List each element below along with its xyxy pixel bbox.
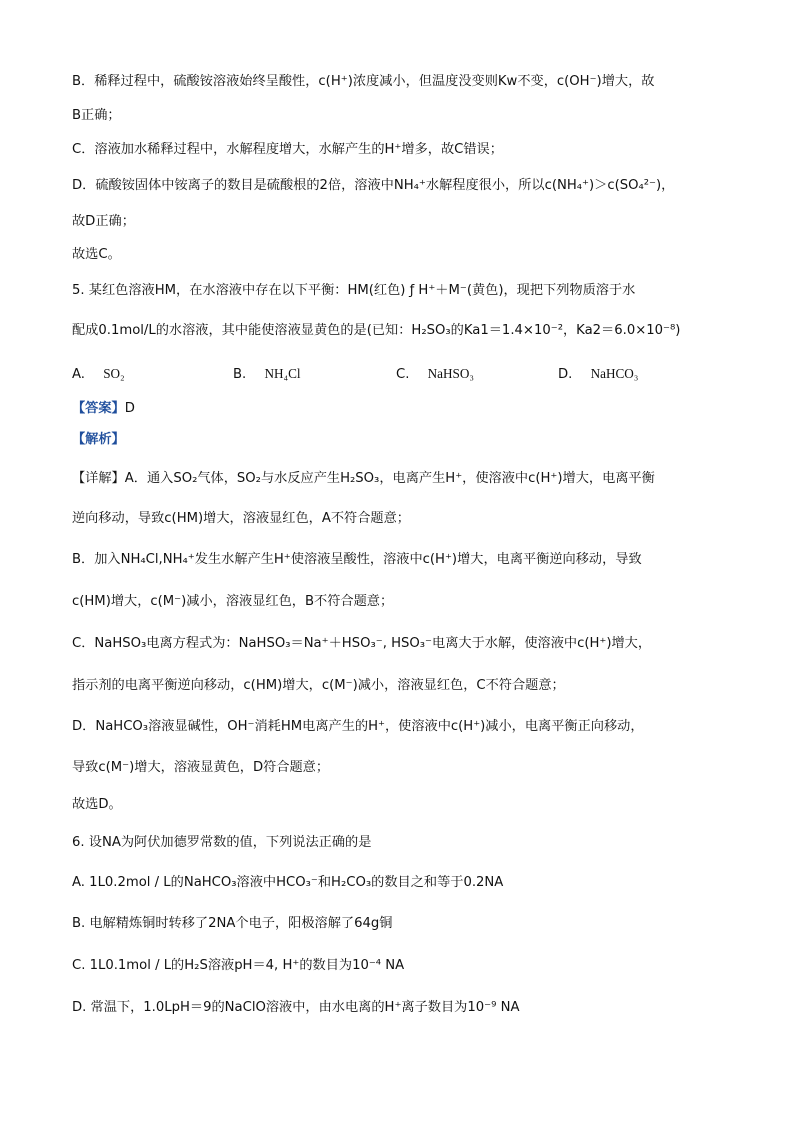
q6-option-a: A. 1L0.2mol / L的NaHCO₃溶液中HCO₃⁻和H₂CO₃的数目之和等于0.2NA (72, 875, 504, 890)
option-label: C. (396, 367, 410, 382)
option-label: D. (558, 367, 573, 382)
detail-line: 故选D。 (72, 797, 122, 812)
question-5-stem-cont: 配成0.1mol/L的水溶液，其中能使溶液显黄色的是(已知：H₂SO₃的Ka1＝1.4×10⁻²，Ka2＝6.0×10⁻⁸) (72, 323, 681, 338)
text-line: C．溶液加水稀释过程中，水解程度增大，水解产生的H⁺增多，故C错误； (72, 142, 503, 157)
option-label: A. (72, 367, 85, 382)
option-text: NH₄Cl (264, 366, 301, 381)
text-line: B正确； (72, 108, 121, 123)
text-line: 故D正确； (72, 214, 135, 229)
option-label: B. (233, 367, 247, 382)
option-text: NaHCO₃ (590, 366, 639, 381)
q6-option-d: D. 常温下，1.0LpH＝9的NaClO溶液中，由水电离的H⁺离子数目为10⁻⁹ NA (72, 1000, 520, 1015)
option-text: SO₂ (103, 366, 125, 381)
q5-option-d (558, 364, 638, 385)
detail-line: B．加入NH₄Cl,NH₄⁺发生水解产生H⁺使溶液呈酸性，溶液中c(H⁺)增大，电离平衡逆向移动，导致 (72, 552, 642, 567)
text-line: D．硫酸铵固体中铵离子的数目是硫酸根的2倍，溶液中NH₄⁺水解程度很小，所以c(NH₄⁺)＞c(SO₄²⁻)， (72, 178, 675, 193)
answer-line (72, 399, 722, 419)
option-text: NaHSO₃ (427, 366, 474, 381)
detail-line: C．NaHSO₃电离方程式为：NaHSO₃＝Na⁺＋HSO₃⁻, HSO₃⁻电离大于水解，使溶液中c(H⁺)增大， (72, 636, 652, 651)
detail-line: D．NaHCO₃溶液显碱性，OH⁻消耗HM电离产生的H⁺，使溶液中c(H⁺)减小，电离平衡正向移动， (72, 719, 644, 734)
answer-value: D (124, 401, 135, 416)
detail-line (72, 469, 722, 489)
text-line: B．稀释过程中，硫酸铵溶液始终呈酸性，c(H⁺)浓度减小，但温度没变则Kw不变，c(OH⁻)增大，故 (72, 74, 655, 89)
text-line: 故选C。 (72, 247, 121, 262)
q6-option-b: B. 电解精炼铜时转移了2NA个电子，阳极溶解了64g铜 (72, 916, 393, 931)
detail-text: A．通入SO₂气体，SO₂与水反应产生H₂SO₃，电离产生H⁺，使溶液中c(H⁺)增大，电离平衡 (124, 471, 655, 486)
q6-option-c: C. 1L0.1mol / L的H₂S溶液pH＝4, H⁺的数目为10⁻⁴ NA (72, 958, 405, 973)
question-6-stem: 6. 设NA为阿伏加德罗常数的值，下列说法正确的是 (72, 835, 372, 850)
detail-line: 指示剂的电离平衡逆向移动，c(HM)增大，c(M⁻)减小，溶液显红色，C不符合题意； (72, 678, 565, 693)
detail-tag: 【详解】 (72, 471, 125, 486)
detail-line: 导致c(M⁻)增大，溶液显黄色，D符合题意； (72, 760, 330, 775)
analysis-tag: 【解析】 (72, 432, 125, 447)
q5-option-c (396, 364, 474, 385)
detail-line: 逆向移动，导致c(HM)增大，溶液显红色，A不符合题意； (72, 511, 410, 526)
answer-tag: 【答案】 (72, 401, 125, 416)
question-5-stem: 5. 某红色溶液HM，在水溶液中存在以下平衡：HM(红色) ƒ H⁺＋M⁻(黄色)，现把下列物质溶于水 (72, 283, 636, 298)
analysis-line (72, 430, 722, 450)
q5-option-a (72, 364, 125, 385)
q5-option-b (233, 364, 301, 385)
detail-line: c(HM)增大，c(M⁻)减小，溶液显红色，B不符合题意； (72, 594, 394, 609)
